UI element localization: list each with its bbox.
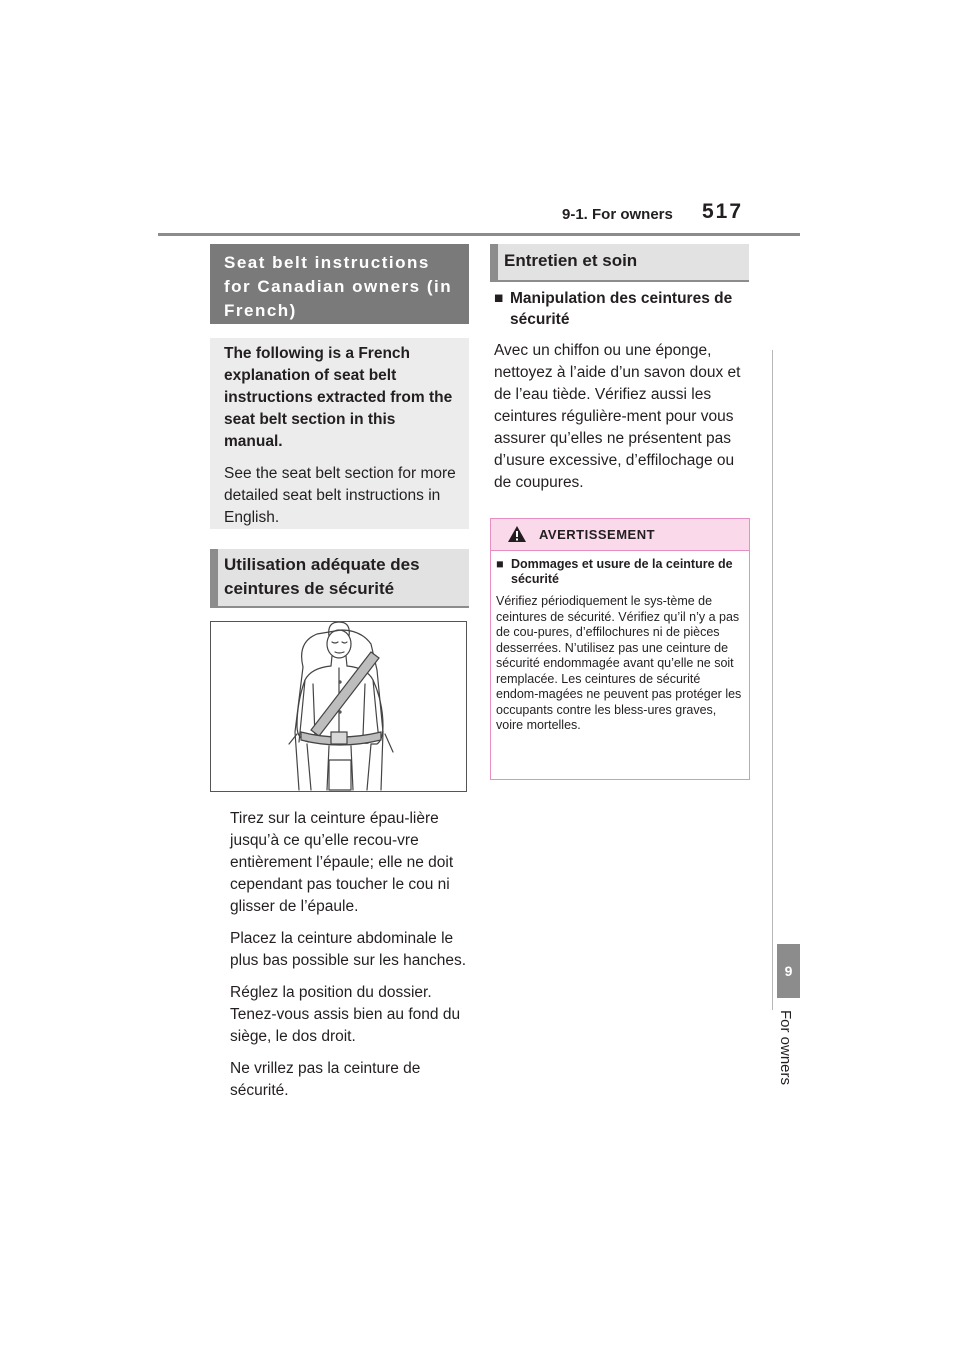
intro-bold-text: The following is a French explanation of seat belt instructions extracted from the seat belt section in this manual. bbox=[224, 345, 453, 450]
warning-triangle-icon bbox=[507, 525, 527, 543]
section-title: 9-1. For owners bbox=[562, 206, 673, 223]
list-item bbox=[214, 928, 474, 972]
subheading-handling-text: Manipulation des ceintures de sécurité bbox=[510, 290, 733, 328]
heading-usage-text: Utilisation adéquate des ceintures de sécurité bbox=[224, 555, 420, 598]
usage-bullet-list bbox=[214, 808, 474, 1112]
warning-header bbox=[491, 519, 749, 551]
warning-subheading bbox=[496, 557, 746, 587]
heading-underline bbox=[490, 280, 749, 282]
seat-belt-illustration bbox=[210, 621, 467, 792]
bullet-text: Ne vrillez pas la ceinture de sécurité. bbox=[230, 1060, 421, 1099]
heading-accent-bar bbox=[210, 549, 218, 606]
page-number: 517 bbox=[702, 200, 744, 223]
square-bullet-icon: ■ bbox=[494, 290, 504, 307]
heading-seat-belt-instructions: Seat belt instructions for Canadian owners (in French) bbox=[210, 244, 469, 324]
side-tab-line bbox=[772, 350, 773, 1010]
bullet-text: Réglez la position du dossier. Tenez-vous assis bien au fond du siège, le dos droit. bbox=[230, 984, 461, 1045]
bullet-text: Placez la ceinture abdominale le plus bas possible sur les hanches. bbox=[230, 930, 467, 969]
square-bullet-icon: ■ bbox=[496, 557, 504, 571]
chapter-tab-number[interactable]: 9 bbox=[777, 944, 800, 998]
list-item bbox=[214, 982, 474, 1048]
warning-subheading-text: Dommages et usure de la ceinture de sécurité bbox=[511, 557, 733, 586]
subheading-handling bbox=[494, 288, 754, 330]
warning-title: AVERTISSEMENT bbox=[539, 527, 656, 542]
seated-person-icon bbox=[211, 622, 466, 791]
heading-maintenance-text: Entretien et soin bbox=[504, 251, 638, 270]
warning-box bbox=[490, 518, 750, 780]
header-rule bbox=[158, 233, 800, 236]
bullet-text: Tirez sur la ceinture épau-lière jusqu’à ce qu’elle recou-vre entièrement l’épaule; elle ne doit cependant pas toucher le cou ni glisser de l’épaule. bbox=[230, 810, 454, 915]
list-item bbox=[214, 808, 474, 918]
intro-regular-text: See the seat belt section for more detailed seat belt instructions in English. bbox=[224, 465, 456, 526]
chapter-tab-label[interactable] bbox=[772, 1010, 804, 1130]
heading-accent-bar bbox=[490, 244, 498, 280]
heading-underline bbox=[210, 606, 469, 608]
heading-usage bbox=[210, 549, 469, 606]
maintenance-body-text: Avec un chiffon ou une éponge, nettoyez à l’aide d’un savon doux et de l’eau tiède. Vérifiez aussi les ceintures régulière-ment pour vous assurer qu’elles ne présentent pas d’usure excessive, d’effilochage ou de coupures. bbox=[494, 342, 741, 491]
heading-maintenance bbox=[490, 244, 749, 280]
list-item bbox=[214, 1058, 474, 1102]
chapter-tab-label-text: For owners bbox=[777, 1010, 794, 1086]
intro-box bbox=[210, 338, 469, 529]
warning-body-text: Vérifiez périodiquement le sys-tème de ceintures de sécurité. Vérifiez qu’il n’y a pas de cou-pures, d’effilochures ni de pièces desserrées. N’utilisez pas une ceinture de sécurité endommagée avant qu’elle ne soit remplacée. Les ceintures de sécurité endom-magées ne peuvent pas protéger les occupants contre les bless-ures graves, voire mortelles. bbox=[496, 594, 742, 732]
